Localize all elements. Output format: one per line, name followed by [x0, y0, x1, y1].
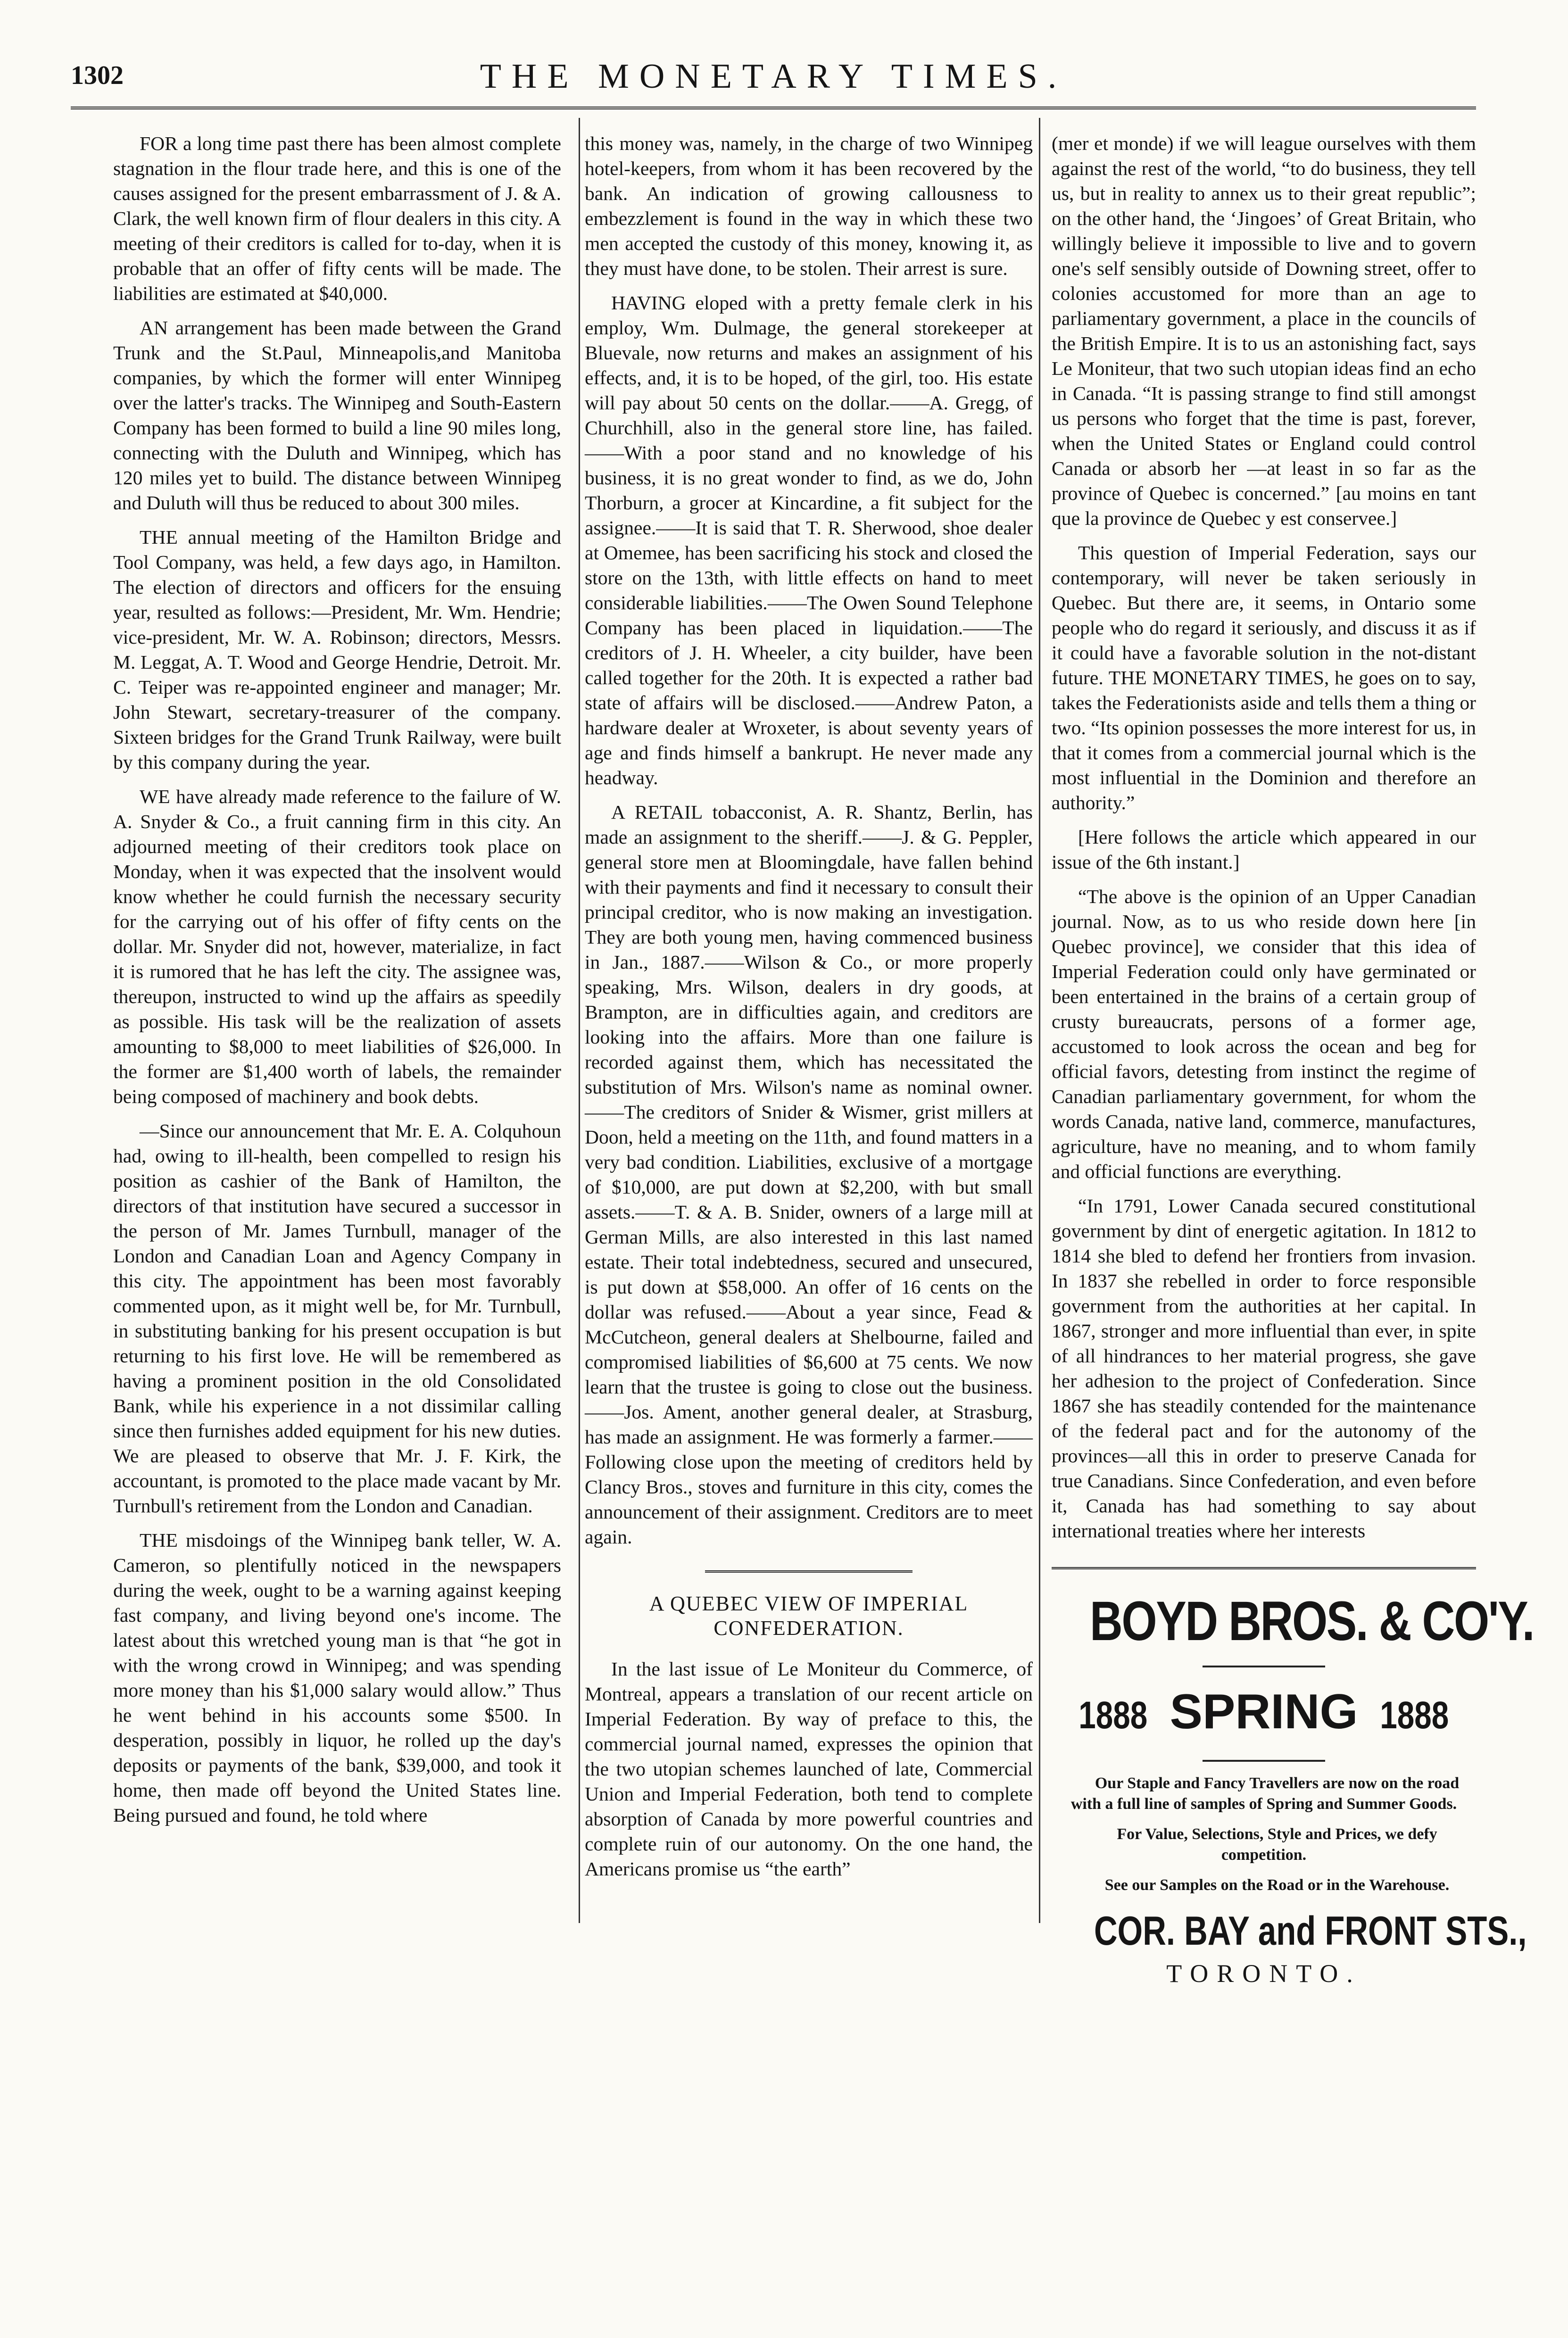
header-rule: [71, 107, 1476, 109]
article-failures-2: A RETAIL tobacconist, A. R. Shantz, Berlin, has made an assignment to the sheriff.——J. & G. Peppler, general store men at Bloomingdale, have fallen behind with their payments and find it necessary to consult their principal creditor, who is now making an investigation. They are both young men, having commenced business in Jan., 1887.——Wilson & Co., or more properly speaking, Mrs. Wilson, dealers in dry goods, at Brampton, are in difficulties again, and creditors are looking into the affairs. More than one failure is recorded against them, which has necessitated the substitution of Mrs. Wilson's name as nominal owner.——The creditors of Snider & Wismer, grist millers at Doon, held a meeting on the 11th, and found matters in a very bad condition. Liabilities, exclusive of a mortgage of $10,000, are put down at $2,200, with but small assets.——T. & A. B. Snider, owners of a large mill at German Mills, are also interested in this last named estate. Their total indebtedness, secured and unsecured, is put down at $58,000. An offer of 16 cents on the dollar was refused.——About a year since, Fead & McCutcheon, general dealers at Shelbourne, failed and compromised liabilities of $6,600 at 75 cents. We now learn that the trustee is going to close out the business.——Jos. Ament, another general dealer, at Strasburg, has made an assignment. He was formerly a farmer.——Following close upon the meeting of creditors held by Clancy Bros., stoves and furniture in this city, comes the announcement of their assignment. Creditors are to meet again.: [585, 801, 1033, 1548]
article-quebec-question: This question of Imperial Federation, says our contemporary, will never be taken seriously in Quebec. But there are, it seems, in Ontario some people who do regard it seriously, and discuss it as if it could have a favorable solution in the not-distant future. THE MONETARY TIMES, he goes on to say, takes the Federationists aside and tells them a thing or two. “Its opinion possesses the more interest for us, in that it comes from a commercial journal which is the most influential in the Dominion and therefore an authority.”: [1052, 542, 1476, 813]
column-divider: [1039, 118, 1040, 1923]
ad-address: COR. BAY and FRONT STS.,: [1094, 1908, 1527, 1954]
heading-line-2: CONFEDERATION.: [713, 1617, 904, 1640]
column-2: [585, 131, 1033, 1891]
ad-value: For Value, Selections, Style and Prices, we defy competition.: [1117, 1825, 1437, 1864]
article-lower-canada-history: “In 1791, Lower Canada secured constitutional government by dint of energetic agitation. In 1812 to 1814 she bled to defend her frontiers from invasion. In 1837 she rebelled in order to force responsible government from the authorities at her capital. In 1867, stronger and more influential than ever, in spite of all hindrances to her material progress, she gave her adhesion to the project of Confederation. Since 1867 she has steadily contended for the maintenance of the federal pact and for the autonomy of the provinces—all this in order to preserve Canada for true Canadians. Since Confederation, and even before it, Canada has had something to say about international treaties where her interests: [1052, 1195, 1476, 1542]
advertisement-boyd-bros: [1052, 1588, 1534, 1990]
ad-season: SPRING: [1170, 1684, 1358, 1739]
ad-city: TORONTO.: [1166, 1959, 1361, 1988]
ad-year-left: 1888: [1079, 1694, 1148, 1737]
masthead-title: THE MONETARY TIMES.: [480, 57, 1067, 96]
section-divider: [705, 1570, 913, 1573]
column-divider: [579, 118, 580, 1923]
page-number: 1302: [71, 61, 124, 90]
column-3: [1052, 131, 1534, 1990]
article-winnipeg-teller: THE misdoings of the Winnipeg bank teller, W. A. Cameron, so plentifully noticed in the newspapers during the week, ought to be a warning against keeping fast company, and living beyond one's income. The latest about this wretched young man is that “he got in with the wrong crowd in Winnipeg; and was spending more money than his $1,000 salary would allow.” Thus he went behind in his accounts some $500. In desperation, possibly in liquor, he rolled up the day's deposits or payments of the bank, $39,000, and took it home, then made off beyond the United States line. Being pursued and found, he told where: [113, 1529, 561, 1826]
article-failures-1: HAVING eloped with a pretty female clerk in his employ, Wm. Dulmage, the general storekeeper at Bluevale, now returns and makes an assignment of his effects, and, it is to be hoped, of the girl, too. His estate will pay about 50 cents on the dollar.——A. Gregg, of Churchhill, also in the general store line, has failed. ——With a poor stand and no knowledge of his business, it is no great wonder to find, as we do, John Thorburn, a grocer at Kincardine, a fit subject for the assignee.——It is said that T. R. Sherwood, shoe dealer at Omemee, has been sacrificing his stock and closed the store on the 13th, with little effects on hand to meet considerable liabilities.——The Owen Sound Telephone Company has been placed in liquidation.——The creditors of J. H. Wheeler, a city builder, have been called together for the 20th. It is expected a rather bad state of affairs will be disclosed.——Andrew Paton, a hardware dealer at Wroxeter, is about seventy years of age and finds himself a bankrupt. He never made any headway.: [585, 292, 1033, 788]
ad-firm-name: BOYD BROS. & CO'Y.: [1090, 1590, 1534, 1652]
article-flour-trade: FOR a long time past there has been almost complete stagnation in the flour trade here, and this is one of the causes assigned for the present embarrassment of J. & A. Clark, the well known firm of flour dealers in this city. A meeting of their creditors is called for to-day, when it is probable that an offer of fifty cents will be made. The liabilities are estimated at $40,000.: [113, 133, 561, 304]
ad-year-right: 1888: [1380, 1694, 1449, 1737]
article-winnipeg-teller-cont: this money was, namely, in the charge of two Winnipeg hotel-keepers, from whom it has been recovered by the bank. An indication of growing callousness to embezzlement is found in the way in which these two men accepted the custody of this money, knowing it, as they must have done, to be stolen. Their arrest is sure.: [585, 133, 1033, 279]
article-quebec-view: In the last issue of Le Moniteur du Commerce, of Montreal, appears a translation of our recent article on Imperial Federation. By way of preface to this, the commercial journal named, expresses the opinion that the two utopian schemes launched of late, Commercial Union and Imperial Federation, both tend to complete absorption of Canada by more powerful countries and complete ruin of our autonomy. On the one hand, the Americans promise us “the earth”: [585, 1658, 1033, 1880]
article-bank-of-hamilton: —Since our announcement that Mr. E. A. Colquhoun had, owing to ill-health, been compelled to resign his position as cashier of the Bank of Hamilton, the directors of that institution have secured a successor in the person of Mr. James Turnbull, manager of the London and Canadian Loan and Agency Company in this city. The appointment has been most favorably commented upon, as it might well be, for Mr. Turnbull, in substituting banking for his present occupation is but returning to his first love. He will be remembered as having a prominent position in the old Consolidated Bank, while his experience in a not dissimilar calling since then furnishes added equipment for his new duties. We are pleased to observe that Mr. J. F. Kirk, the accountant, is promoted to the place made vacant by Mr. Turnbull's retirement from the London and Canadian.: [113, 1120, 561, 1517]
advertisement-rule: [1052, 1567, 1476, 1569]
article-hamilton-bridge: THE annual meeting of the Hamilton Bridge and Tool Company, was held, a few days ago, in Hamilton. The election of directors and officers for the ensuing year, resulted as follows:—President, Mr. Wm. Hendrie; vice-president, Mr. W. A. Robinson; directors, Messrs. M. Leggat, A. T. Wood and George Hendrie, Detroit. Mr. C. Teiper was re-appointed engineer and manager; Mr. John Stewart, secretary-treasurer of the company. Sixteen bridges for the Grand Trunk Railway, were built by this company during the year.: [113, 526, 561, 773]
ad-divider: [1203, 1666, 1325, 1667]
ad-travellers: Our Staple and Fancy Travellers are now on the road with a full line of samples of Spring and Summer Goods.: [1070, 1774, 1460, 1813]
column-1: [113, 131, 561, 1837]
article-upper-canadian: “The above is the opinion of an Upper Canadian journal. Now, as to us who reside down here [in Quebec province], we consider that this idea of Imperial Federation could only have germinated or been entertained in the brains of a certain group of crusty bureaucrats, persons of a former age, accustomed to look across the ocean and beg for official favors, detesting from instinct the regime of Canadian parliamentary government, for whom the words Canada, native land, commerce, manufactures, agriculture, have no meaning, and to whom family and official functions are everything.: [1052, 886, 1476, 1182]
ad-divider: [1203, 1760, 1325, 1762]
article-snyder-failure: WE have already made reference to the failure of W. A. Snyder & Co., a fruit canning firm in this city. An adjourned meeting of their creditors took place on Monday, when it was expected that the insolvent would know whether he could furnish the necessary security for the carrying out of his offer of fifty cents on the dollar. Mr. Snyder did not, however, materialize, in fact it is rumored that he has left the city. The assignee was, thereupon, instructed to wind up the affairs as speedily as possible. His task will be the realization of assets amounting to $8,000 to meet liabilities of $26,000. In the former are $1,400 worth of labels, the remainder being composed of machinery and book debts.: [113, 786, 561, 1107]
article-grand-trunk: AN arrangement has been made between the Grand Trunk and the St.Paul, Minneapolis,and Manitoba companies, by which the former will enter Winnipeg over the latter's tracks. The Winnipeg and South-Eastern Company has been formed to build a line 90 miles long, connecting with the Duluth and Winnipeg, which has 120 miles yet to build. The distance between Winnipeg and Duluth will thus be reduced to about 300 miles.: [113, 317, 561, 514]
ad-season-line: [1052, 1679, 1476, 1749]
article-heading: [585, 1592, 1033, 1641]
heading-line-1: A QUEBEC VIEW OF IMPERIAL: [649, 1592, 969, 1615]
ad-samples: See our Samples on the Road or in the Warehouse.: [1104, 1876, 1450, 1894]
article-quebec-view-cont: (mer et monde) if we will league ourselves with them against the rest of the world, “to do business, they tell us, but in reality to annex us to their great republic”; on the other hand, the ‘Jingoes’ of Great Britain, who willingly believe it impossible to live and to govern one's self sensibly outside of Downing street, offer to colonies accustomed for more than an age to parliamentary government, a place in the councils of the British Empire. It is to us an astonishing fact, says Le Moniteur, that two such utopian ideas find an echo in Canada. “It is passing strange to find still amongst us persons who forget that the time is past, forever, when the United States or England could control Canada or absorb her —at least in so far as the province of Quebec is concerned.” [au moins en tant que la province de Quebec y est conservee.]: [1052, 133, 1476, 529]
article-editor-note: [Here follows the article which appeared in our issue of the 6th instant.]: [1052, 826, 1476, 873]
